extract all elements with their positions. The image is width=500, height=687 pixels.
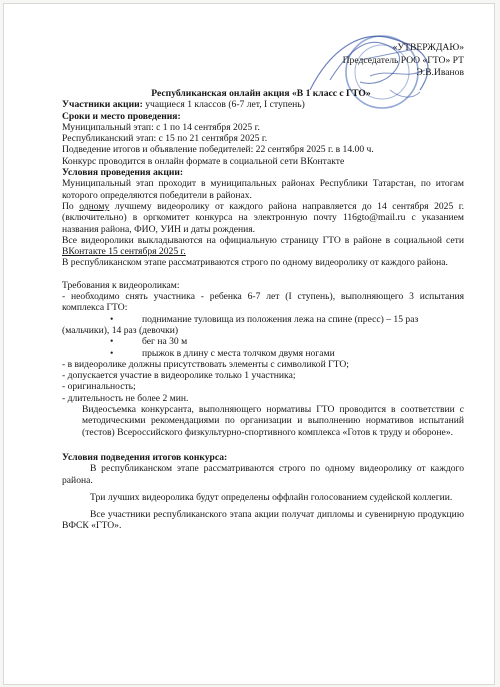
participants-line	[62, 99, 464, 110]
conditions-p3-underlined: ВКонтакте 15 сентября 2025 г.	[62, 246, 186, 258]
approval-position: Председатель РОО «ГТО» РТ	[342, 54, 464, 66]
summary-paragraph-2: Три лучших видеоролика будут определены оффлайн голосованием судейской коллегии.	[90, 491, 453, 503]
tests-list-rest	[62, 336, 464, 359]
dates-results: Подведение итогов и объявление победителей: 22 сентября 2025 г. в 14.00 ч.	[62, 144, 374, 156]
conditions-p2-underlined: одному	[79, 200, 110, 212]
requirements-heading: Требования к видеороликам:	[62, 279, 180, 291]
requirements-note: Видеосъемка конкурсанта, выполняющего нормативы ГТО проводится в соответствии с методическими рекомендациями по организации и выполнению нормативов испытаний (тестов) Всероссийского физкультурно-спортивного комплекса «Готов к труду и обороне».	[82, 404, 464, 438]
bullet-icon: •	[110, 336, 114, 348]
dates-republic: Республиканский этап: с 15 по 21 сентября 2025 г.	[62, 133, 268, 145]
bullet-icon: •	[110, 347, 114, 359]
requirements-item-5: - длительность не более 2 мин.	[62, 392, 189, 404]
participants-text: учащиеся 1 классов (6-7 лет, I ступень)	[142, 99, 305, 111]
conditions-p2-pre: По	[62, 200, 80, 212]
document-title: Республиканская онлайн акция «В 1 класс с ГТО»	[151, 88, 371, 99]
document-body	[62, 88, 464, 532]
tests-list	[62, 314, 464, 325]
summary-paragraph-3: Все участники республиканского этапа акции получат дипломы и сувенирную продукцию ВФСК «ГТО».	[62, 509, 464, 532]
test-label: бег на 30 м	[142, 336, 188, 348]
test-label: поднимание туловища из положения лежа на спине (пресс) – 15 раз	[142, 313, 419, 325]
test-1-continuation: (мальчики), 14 раз (девочки)	[62, 324, 179, 336]
test-item	[62, 314, 464, 325]
bullet-icon: •	[110, 313, 114, 325]
conditions-paragraph-1: Муниципальный этап проходит в муниципальных районах Республики Татарстан, по итогам которого определяются победители в районах.	[62, 178, 464, 201]
conditions-p2-post: лучшему видеоролику от каждого района направляется до 14 сентября 2025 г. (включительно) в оргкомитет конкурса на электронную почту 116gto@mail.ru с указанием названия района, ФИО, УИН и даты рождения.	[62, 200, 464, 235]
dates-heading: Сроки и место проведения:	[62, 110, 181, 122]
approval-title: «УТВЕРЖДАЮ»	[392, 42, 464, 53]
test-item	[62, 336, 464, 347]
dates-format: Конкурс проводится в онлайн формате в социальной сети ВКонтакте	[62, 155, 345, 167]
conditions-paragraph-4: В республиканском этапе рассматриваются строго по одному видеоролику от каждого района.	[62, 257, 448, 269]
requirements-item-3: - допускается участие в видеоролике только 1 участника;	[62, 370, 296, 382]
test-label: прыжок в длину с места толчком двумя ногами	[142, 347, 335, 359]
requirements-item-2: - в видеоролике должны присутствовать элементы с символикой ГТО;	[62, 358, 349, 370]
document-page	[4, 4, 494, 684]
dates-municipal: Муниципальный этап: с 1 по 14 сентября 2025 г.	[62, 121, 260, 133]
approval-block	[284, 42, 464, 80]
conditions-paragraph-2	[62, 201, 464, 235]
conditions-p3-pre: Все видеоролики выкладываются на официальную страницу ГТО в районе в социальной сети	[62, 234, 464, 246]
summary-heading: Условия подведения итогов конкурса:	[62, 451, 228, 463]
summary-paragraph-1: В республиканском этапе рассматриваются строго по одному видеоролику от каждого района.	[62, 463, 464, 486]
test-item	[62, 348, 464, 359]
approval-signatory: Э.В.Иванов	[416, 67, 464, 78]
conditions-heading: Условия проведения акции:	[62, 167, 184, 179]
participants-label: Участники акции:	[62, 99, 143, 111]
requirements-item-1: - необходимо снять участника - ребенка 6-7 лет (I ступень), выполняющего 3 испытания комплекса ГТО:	[62, 291, 464, 314]
requirements-item-4: - оригинальность;	[62, 381, 136, 393]
conditions-paragraph-3	[62, 235, 464, 258]
